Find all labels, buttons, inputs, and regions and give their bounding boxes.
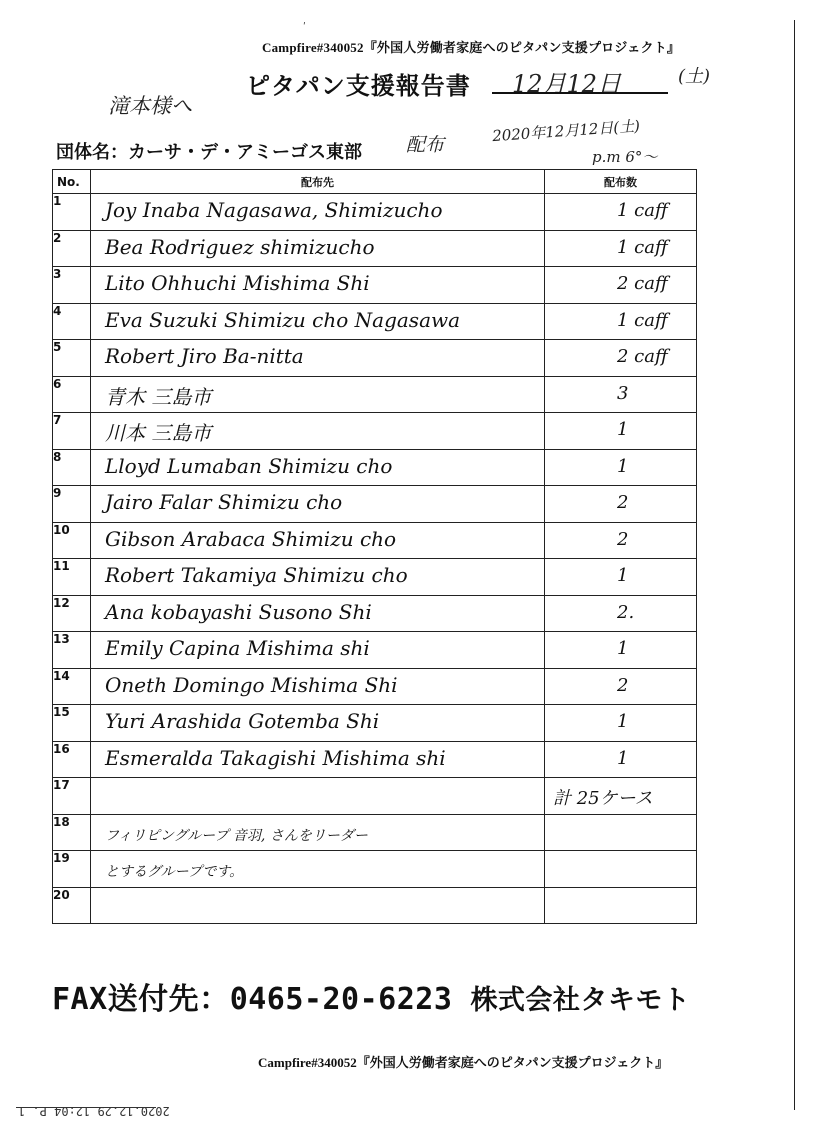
tick-mark: ʹ bbox=[303, 22, 306, 33]
row-number: 11 bbox=[53, 559, 91, 596]
table-row bbox=[53, 778, 697, 815]
row-number: 15 bbox=[53, 705, 91, 742]
row-number: 14 bbox=[53, 668, 91, 705]
row-number: 7 bbox=[53, 413, 91, 450]
table-row bbox=[53, 522, 697, 559]
row-number: 13 bbox=[53, 632, 91, 669]
row-count: 2 bbox=[617, 674, 629, 696]
table-row bbox=[53, 814, 697, 851]
header-no: No. bbox=[53, 170, 91, 194]
row-number: 18 bbox=[53, 814, 91, 851]
row-number: 8 bbox=[53, 449, 91, 486]
addressee: 滝本様へ bbox=[108, 94, 192, 118]
table-row bbox=[53, 668, 697, 705]
table-header-row bbox=[53, 170, 697, 194]
row-recipient: Robert Jiro Ba-nitta bbox=[105, 344, 304, 368]
table-row bbox=[53, 559, 697, 596]
distribution-table bbox=[52, 169, 697, 924]
distribution-label: 配布 bbox=[406, 134, 445, 156]
row-count: 1 bbox=[617, 419, 629, 440]
fax-destination bbox=[52, 974, 690, 1018]
row-recipient: Lloyd Lumaban Shimizu cho bbox=[105, 453, 393, 478]
row-recipient: とするグループです。 bbox=[105, 864, 244, 880]
row-recipient: Joy Inaba Nagasawa, Shimizucho bbox=[105, 198, 443, 222]
row-number: 3 bbox=[53, 267, 91, 304]
row-number: 20 bbox=[53, 887, 91, 924]
row-number: 6 bbox=[53, 376, 91, 413]
distribution-time: p.m 6°〜 bbox=[592, 148, 658, 166]
table-row bbox=[53, 595, 697, 632]
table-row bbox=[53, 340, 697, 377]
row-recipient: Gibson Arabaca Shimizu cho bbox=[105, 526, 397, 551]
table-row bbox=[53, 303, 697, 340]
table-row bbox=[53, 194, 697, 231]
row-count: 1 bbox=[617, 747, 629, 769]
row-recipient: Eva Suzuki Shimizu cho Nagasawa bbox=[105, 307, 461, 332]
row-count: 計 25ケース bbox=[553, 788, 653, 809]
table-row bbox=[53, 376, 697, 413]
fax-label: FAX送付先： bbox=[52, 982, 230, 1017]
header-count: 配布数 bbox=[545, 170, 697, 194]
row-number: 17 bbox=[53, 778, 91, 815]
row-number: 16 bbox=[53, 741, 91, 778]
row-count: 2 bbox=[617, 528, 629, 550]
row-number: 5 bbox=[53, 340, 91, 377]
fax-timestamp: 2020.12.29 12:04 P. 1 bbox=[18, 1104, 170, 1118]
table-row bbox=[53, 267, 697, 304]
row-recipient: Jairo Falar Shimizu cho bbox=[105, 490, 343, 514]
row-count: 1 bbox=[617, 711, 629, 732]
table-row bbox=[53, 741, 697, 778]
fax-number: 0465-20-6223 bbox=[229, 982, 453, 1017]
row-recipient: Robert Takamiya Shimizu cho bbox=[105, 563, 408, 587]
row-count: 3 bbox=[617, 382, 629, 404]
row-count: 1 caff bbox=[617, 309, 668, 331]
row-count: 2 caff bbox=[617, 346, 668, 367]
row-recipient: フィリピングループ 音羽, さんをリーダー bbox=[105, 827, 368, 844]
table-row bbox=[53, 705, 697, 742]
row-count: 2 bbox=[617, 492, 629, 513]
row-number: 12 bbox=[53, 595, 91, 632]
table-row bbox=[53, 887, 697, 924]
row-count: 2. bbox=[617, 601, 635, 623]
row-number: 4 bbox=[53, 303, 91, 340]
organization-name: 団体名：カーサ・デ・アミーゴス東部 bbox=[56, 142, 362, 163]
row-count: 1 bbox=[617, 638, 629, 659]
distribution-date: 2020年12月12日(土) bbox=[491, 116, 641, 146]
table-row bbox=[53, 851, 697, 888]
footer-project: Campfire#340052『外国人労働者家庭へのピタパン支援プロジェクト』 bbox=[258, 1055, 669, 1070]
row-number: 1 bbox=[53, 194, 91, 231]
row-recipient: Oneth Domingo Mishima Shi bbox=[105, 672, 398, 697]
row-number: 9 bbox=[53, 486, 91, 523]
row-count: 1 caff bbox=[617, 236, 668, 258]
row-count: 1 caff bbox=[617, 200, 668, 221]
row-recipient: Bea Rodriguez shimizucho bbox=[105, 234, 375, 259]
row-number: 19 bbox=[53, 851, 91, 888]
report-date-value: 12月12日 bbox=[512, 70, 622, 98]
header-project: Campfire#340052『外国人労働者家庭へのピタパン支援プロジェクト』 bbox=[262, 40, 681, 55]
row-count: 1 bbox=[617, 455, 629, 477]
table-row bbox=[53, 486, 697, 523]
table-row bbox=[53, 230, 697, 267]
report-date bbox=[492, 62, 722, 98]
row-recipient: 川本 三島市 bbox=[105, 421, 212, 445]
row-number: 10 bbox=[53, 522, 91, 559]
table-row bbox=[53, 632, 697, 669]
row-recipient: 青木 三島市 bbox=[105, 384, 212, 409]
row-count: 1 bbox=[617, 565, 629, 586]
row-recipient: Lito Ohhuchi Mishima Shi bbox=[105, 271, 370, 295]
page-edge-line bbox=[794, 20, 795, 1110]
date-underline bbox=[492, 92, 668, 94]
row-recipient: Yuri Arashida Gotemba Shi bbox=[105, 709, 380, 733]
row-recipient: Ana kobayashi Susono Shi bbox=[105, 599, 372, 624]
report-day-of-week: (土) bbox=[678, 66, 711, 87]
row-recipient: Emily Capina Mishima shi bbox=[105, 636, 370, 660]
header-recipient: 配布先 bbox=[91, 170, 545, 194]
row-recipient: Esmeralda Takagishi Mishima shi bbox=[105, 745, 446, 770]
row-number: 2 bbox=[53, 230, 91, 267]
table-row bbox=[53, 449, 697, 486]
distribution-note bbox=[406, 116, 736, 172]
fax-company: 株式会社タキモト bbox=[470, 985, 691, 1016]
table-row bbox=[53, 413, 697, 450]
report-title: ピタパン支援報告書 bbox=[246, 72, 471, 100]
row-count: 2 caff bbox=[617, 273, 668, 294]
